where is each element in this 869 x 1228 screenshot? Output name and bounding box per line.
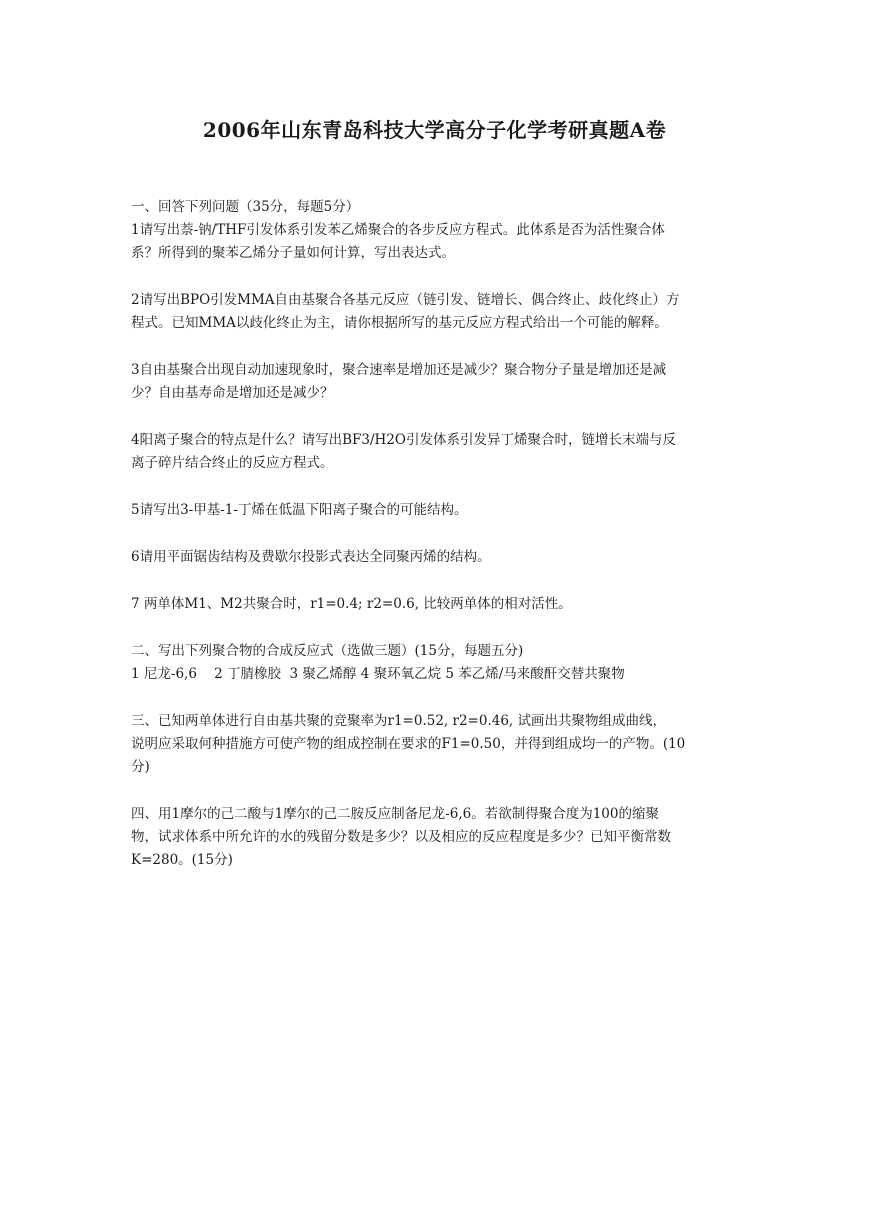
question-4-line-2: 离子碎片结合终止的反应方程式。 — [131, 455, 334, 471]
section2-items: 1 尼龙-6,6 2 丁腈橡胶 3 聚乙烯醇 4 聚环氧乙烷 5 苯乙烯/马来酸酐交替共聚物 — [131, 666, 625, 682]
question-3-line-2: 少？自由基寿命是增加还是减少？ — [131, 385, 334, 401]
question-6: 6请用平面锯齿结构及费歇尔投影式表达全同聚丙烯的结构。 — [131, 549, 491, 565]
question-1-line-1: 1请写出萘-钠/THF引发体系引发苯乙烯聚合的各步反应方程式。此体系是否为活性聚合体 — [131, 222, 665, 238]
question-7: 7 两单体M1、M2共聚合时，r1=0.4; r2=0.6, 比较两单体的相对活性。 — [131, 596, 572, 612]
section2-heading: 二、写出下列聚合物的合成反应式（选做三题）(15分，每题五分) — [131, 643, 524, 659]
question-2-line-2: 程式。已知MMA以歧化终止为主，请你根据所写的基元反应方程式给出一个可能的解释。 — [131, 315, 668, 331]
question-4-line-1: 4阳离子聚合的特点是什么？请写出BF3/H2O引发体系引发异丁烯聚合时，链增长末端与反 — [131, 432, 676, 448]
section4-line-3: K=280。(15分) — [131, 852, 233, 868]
document-body — [131, 196, 743, 872]
section3-line-3: 分) — [131, 759, 150, 775]
question-1-line-2: 系？所得到的聚苯乙烯分子量如何计算，写出表达式。 — [131, 245, 455, 261]
document-title: 2006年山东青岛科技大学高分子化学考研真题A卷 — [202, 118, 667, 142]
section4-line-2: 物，试求体系中所允许的水的残留分数是多少？以及相应的反应程度是多少？已知平衡常数 — [131, 829, 671, 845]
section3-line-2: 说明应采取何种措施方可使产物的组成控制在要求的F1=0.50，并得到组成均一的产物。(10 — [131, 736, 686, 752]
section1-heading: 一、回答下列问题（35分，每题5分） — [131, 199, 360, 215]
question-2-line-1: 2请写出BPO引发MMA自由基聚合各基元反应（链引发、链增长、偶合终止、歧化终止）方 — [131, 292, 680, 308]
section3-line-1: 三、已知两单体进行自由基共聚的竞聚率为r1=0.52, r2=0.46, 试画出共聚物组成曲线， — [131, 713, 666, 729]
question-3-line-1: 3自由基聚合出现自动加速现象时，聚合速率是增加还是减少？聚合物分子量是增加还是减 — [131, 362, 667, 378]
question-5: 5请写出3-甲基-1-丁烯在低温下阳离子聚合的可能结构。 — [131, 502, 468, 518]
section4-line-1: 四、用1摩尔的己二酸与1摩尔的己二胺反应制备尼龙-6,6。若欲制得聚合度为100的缩聚 — [131, 806, 659, 822]
